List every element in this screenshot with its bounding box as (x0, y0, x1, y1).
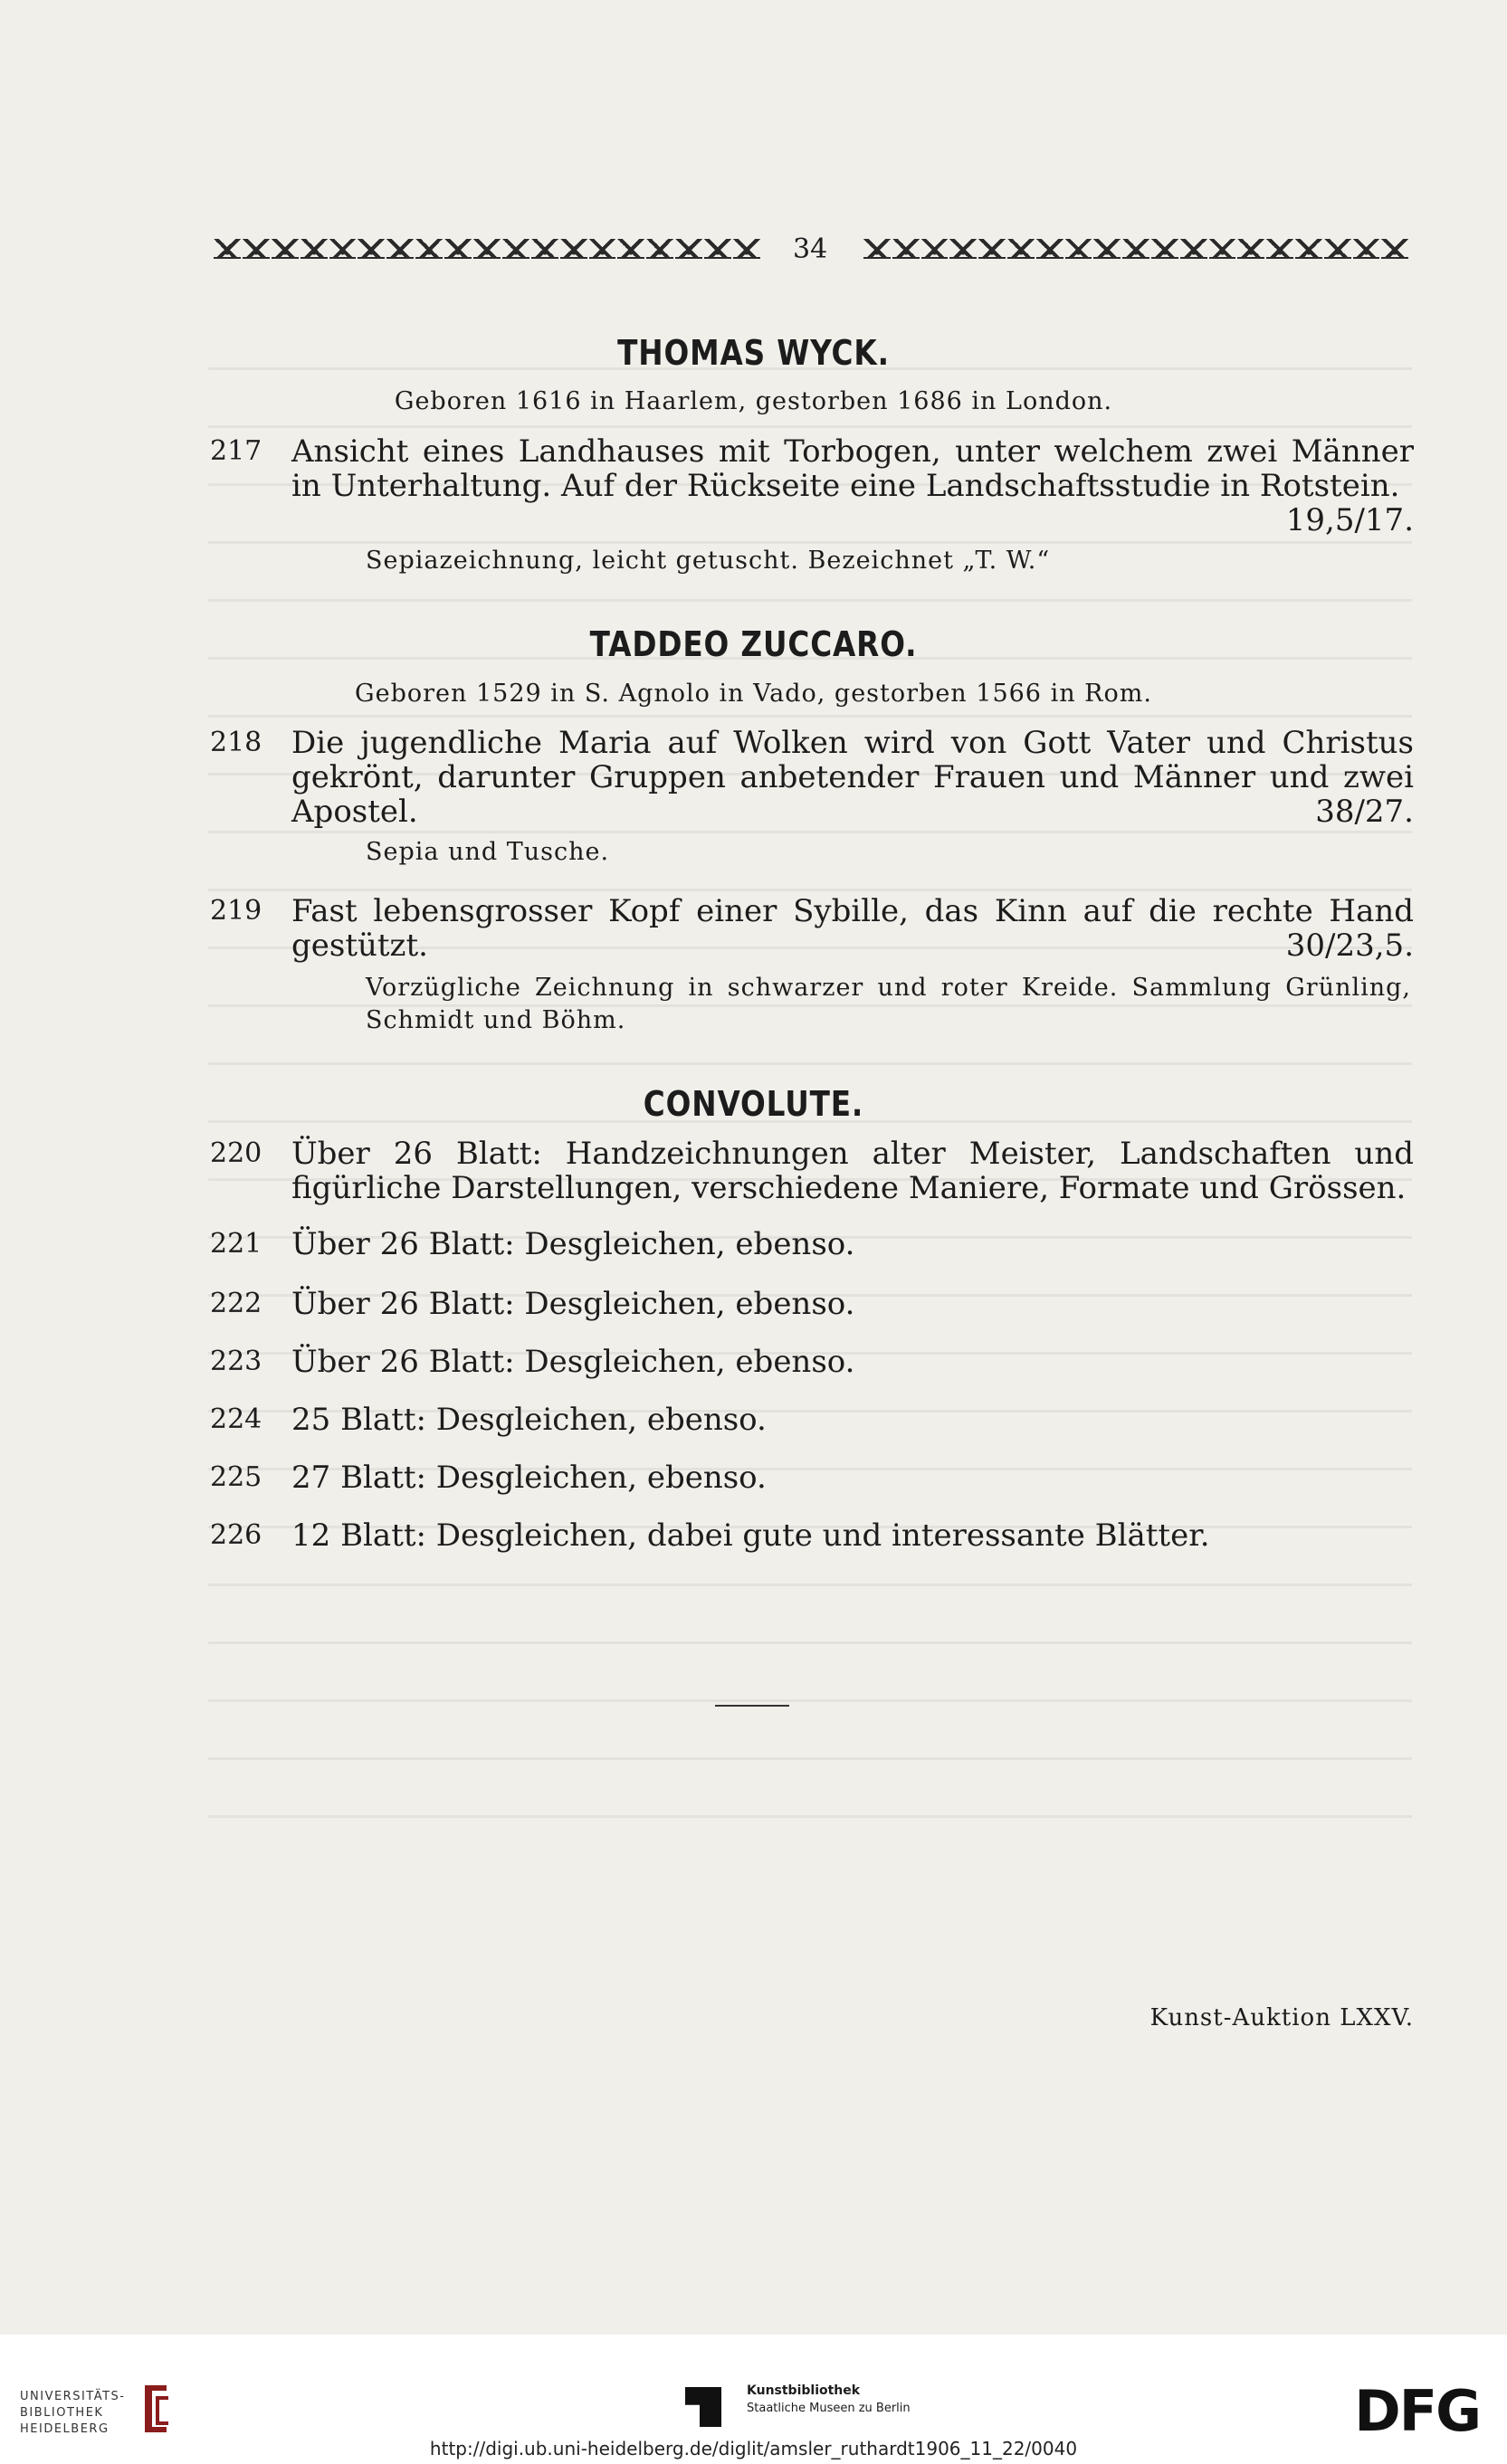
lot-number: 219 (210, 895, 262, 927)
lot-222 (210, 1287, 1414, 1321)
lot-number: 217 (210, 435, 262, 467)
section-heading-convolute: CONVOLUTE. (643, 1084, 864, 1124)
lot-219 (210, 894, 1414, 963)
auction-label: Kunst-Auktion LXXV. (1149, 2004, 1414, 2031)
lot-description: 27 Blatt: Desgleichen, ebenso. (291, 1460, 767, 1496)
digitization-footer (0, 2335, 1507, 2464)
lot-number: 218 (210, 727, 262, 758)
lot-note: Vorzügliche Zeichnung in schwarzer und roter Kreide. Sammlung Grünling, Schmidt und Böhm. (366, 974, 1411, 1034)
lot-description: 12 Blatt: Desgleichen, dabei gute und interessante Blätter. (291, 1517, 1210, 1554)
kunstbibliothek-subtitle: Staatliche Museen zu Berlin (747, 2402, 911, 2415)
university-crest-icon (138, 2382, 174, 2436)
lot-dimensions: 38/27. (1315, 794, 1414, 830)
lot-number: 226 (210, 1519, 262, 1551)
lot-number: 220 (210, 1137, 262, 1169)
kunstbibliothek-icon (685, 2387, 721, 2427)
lot-description: Fast lebensgrosser Kopf einer Sybille, das Kinn auf die rechte Hand gestützt. 30/23,5. (291, 893, 1414, 964)
lot-description: Über 26 Blatt: Handzeichnungen alter Meister, Landschaften und figürliche Darstellungen, verschiedene Maniere, Formate und Grössen. (291, 1136, 1414, 1206)
lot-223 (210, 1345, 1414, 1379)
section-heading-zuccaro: TADDEO ZUCCARO. (589, 624, 918, 664)
header-ornament-right (863, 237, 1408, 259)
lot-description: Die jugendliche Maria auf Wolken wird von Gott Vater und Christus gekrönt, darunter Gruppen anbetender Frauen und Männer und zwei Apostel. 38/27. (291, 725, 1414, 830)
dfg-logo: DFG (1354, 2378, 1480, 2444)
lot-number: 222 (210, 1288, 262, 1319)
lot-note: Sepiazeichnung, leicht getuscht. Bezeichnet „T. W.“ (366, 547, 1051, 575)
source-url[interactable]: http://digi.ub.uni-heidelberg.de/diglit/amsler_ruthardt1906_11_22/0040 (429, 2438, 1078, 2459)
section-divider (715, 1705, 789, 1707)
lot-number: 225 (210, 1461, 262, 1493)
lot-note: Sepia und Tusche. (366, 838, 610, 866)
university-library-logo: UNIVERSITÄTS- BIBLIOTHEK HEIDELBERG (20, 2390, 126, 2436)
page-number: 34 (793, 233, 828, 265)
lot-description: Ansicht eines Landhauses mit Torbogen, unter welchem zwei Männer in Unterhaltung. Auf der Rückseite eine Landschaftsstudie in Rotstein. 19,5/17. (291, 433, 1414, 538)
section-heading-wyck: THOMAS WYCK. (617, 333, 890, 373)
lot-description: 25 Blatt: Desgleichen, ebenso. (291, 1402, 767, 1438)
lot-220 (210, 1137, 1414, 1205)
lot-225 (210, 1460, 1414, 1495)
lot-description: Über 26 Blatt: Desgleichen, ebenso. (291, 1344, 855, 1380)
lot-224 (210, 1403, 1414, 1437)
lot-dimensions: 19,5/17. (1285, 502, 1414, 538)
lot-description: Über 26 Blatt: Desgleichen, ebenso. (291, 1286, 855, 1322)
lot-221 (210, 1227, 1414, 1261)
kunstbibliothek-title: Kunstbibliothek (747, 2383, 861, 2398)
lot-number: 221 (210, 1228, 262, 1260)
section-subtitle-zuccaro: Geboren 1529 in S. Agnolo in Vado, gestorben 1566 in Rom. (355, 680, 1152, 708)
lot-dimensions: 30/23,5. (1285, 928, 1414, 964)
lot-number: 224 (210, 1403, 262, 1435)
lot-217 (210, 434, 1414, 538)
section-subtitle-wyck: Geboren 1616 in Haarlem, gestorben 1686 in London. (394, 387, 1113, 415)
lot-number: 223 (210, 1346, 262, 1377)
lot-226 (210, 1518, 1414, 1553)
lot-description: Über 26 Blatt: Desgleichen, ebenso. (291, 1226, 855, 1262)
header-ornament-left (214, 237, 760, 259)
lot-218 (210, 726, 1414, 829)
